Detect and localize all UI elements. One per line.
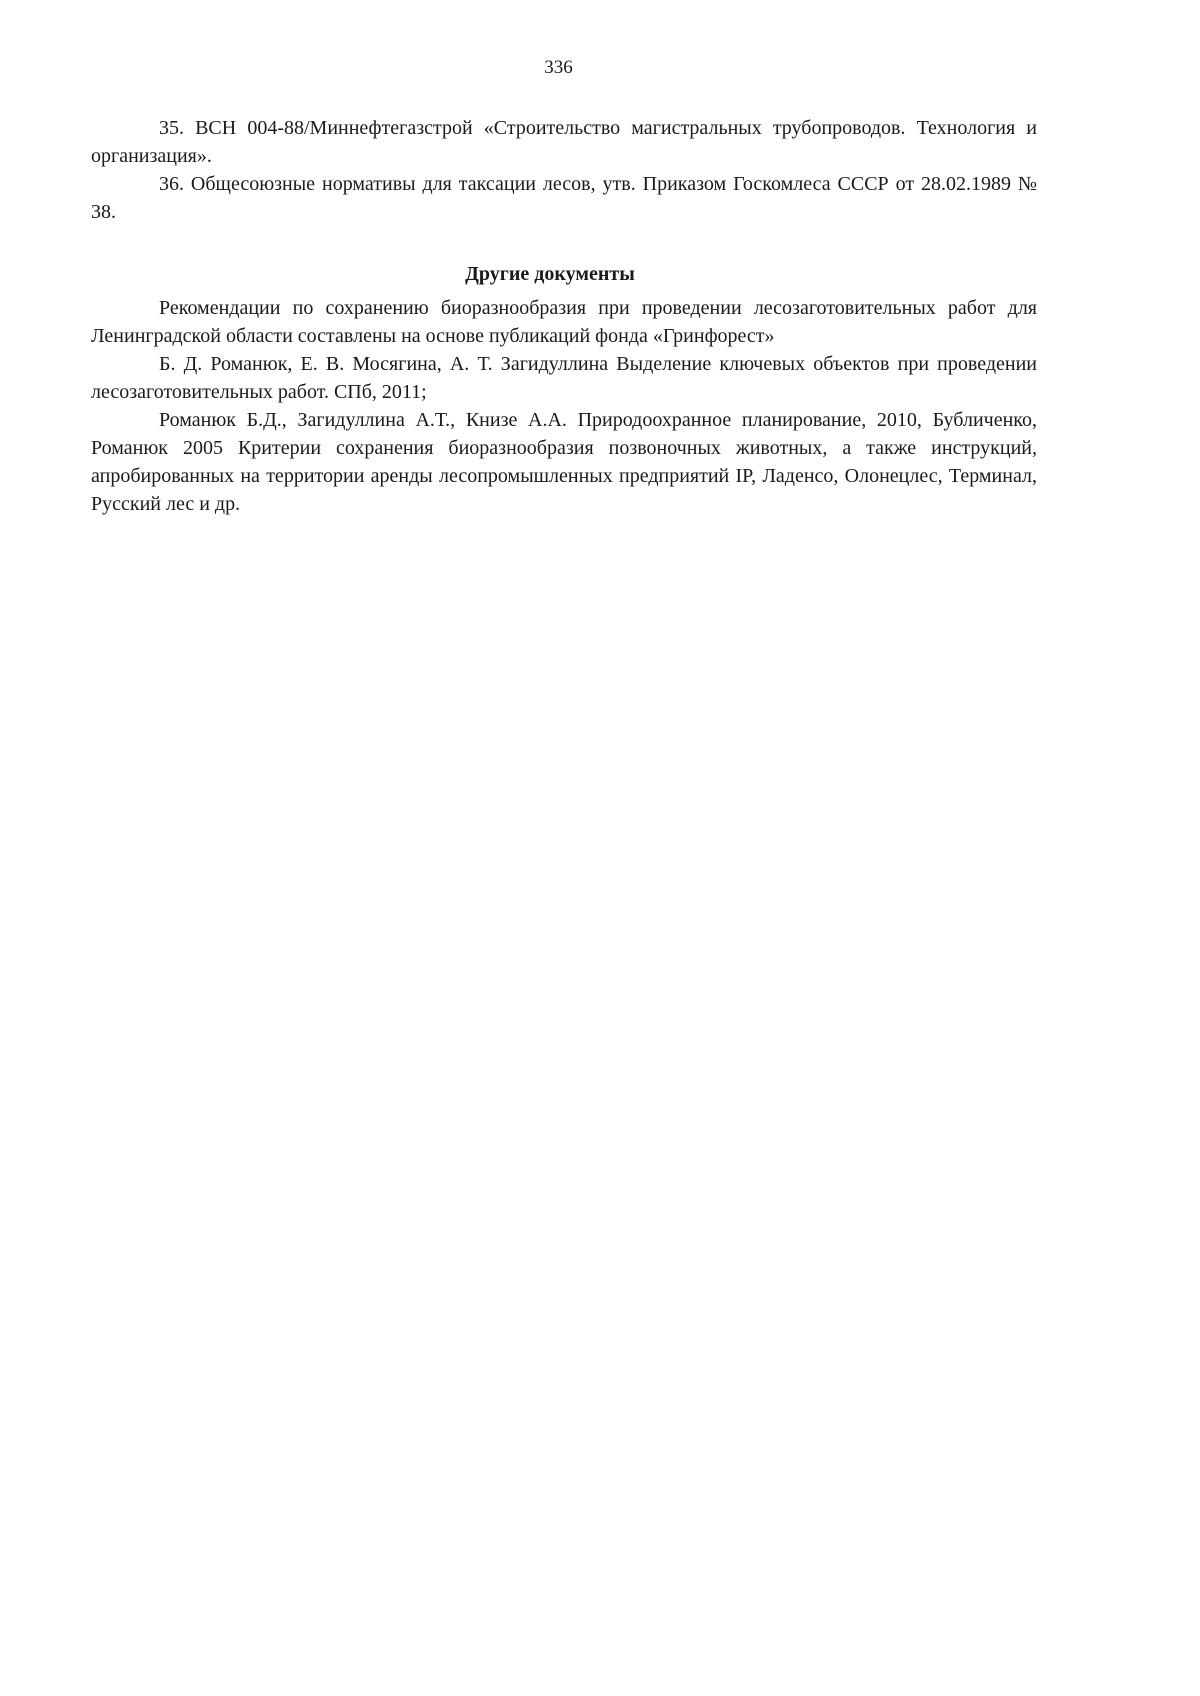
section-title-other-documents: Другие документы [465, 263, 635, 285]
paragraph-romanyuk-2010: Романюк Б.Д., Загидуллина А.Т., Книзе А.А. Природоохранное планирование, 2010, Бубличенко, Романюк 2005 Критерии сохранения биоразнообразия позвоночных животных, а также инструкций, апробированных на территории аренды лесопромышленных предприятий IP, Ладенсо, Олонецлес, Терминал, Русский лес и др. [91, 409, 1037, 515]
paragraph-recommendations: Рекомендации по сохранению биоразнообразия при проведении лесозаготовительных работ для Ленинградской области составлены на основе публикаций фонда «Гринфорест» [91, 297, 1037, 347]
page-content [91, 114, 1037, 518]
paragraph-romanyuk-2011: Б. Д. Романюк, Е. В. Мосягина, А. Т. Загидуллина Выделение ключевых объектов при проведении лесозаготовительных работ. СПб, 2011; [91, 353, 1037, 403]
reference-item-35: 35. ВСН 004-88/Миннефтегазстрой «Строительство магистральных трубопроводов. Технология и организация». [91, 117, 1037, 167]
reference-item-36: 36. Общесоюзные нормативы для таксации лесов, утв. Приказом Госкомлеса СССР от 28.02.1989 № 38. [91, 173, 1037, 223]
page-number: 336 [544, 57, 573, 78]
